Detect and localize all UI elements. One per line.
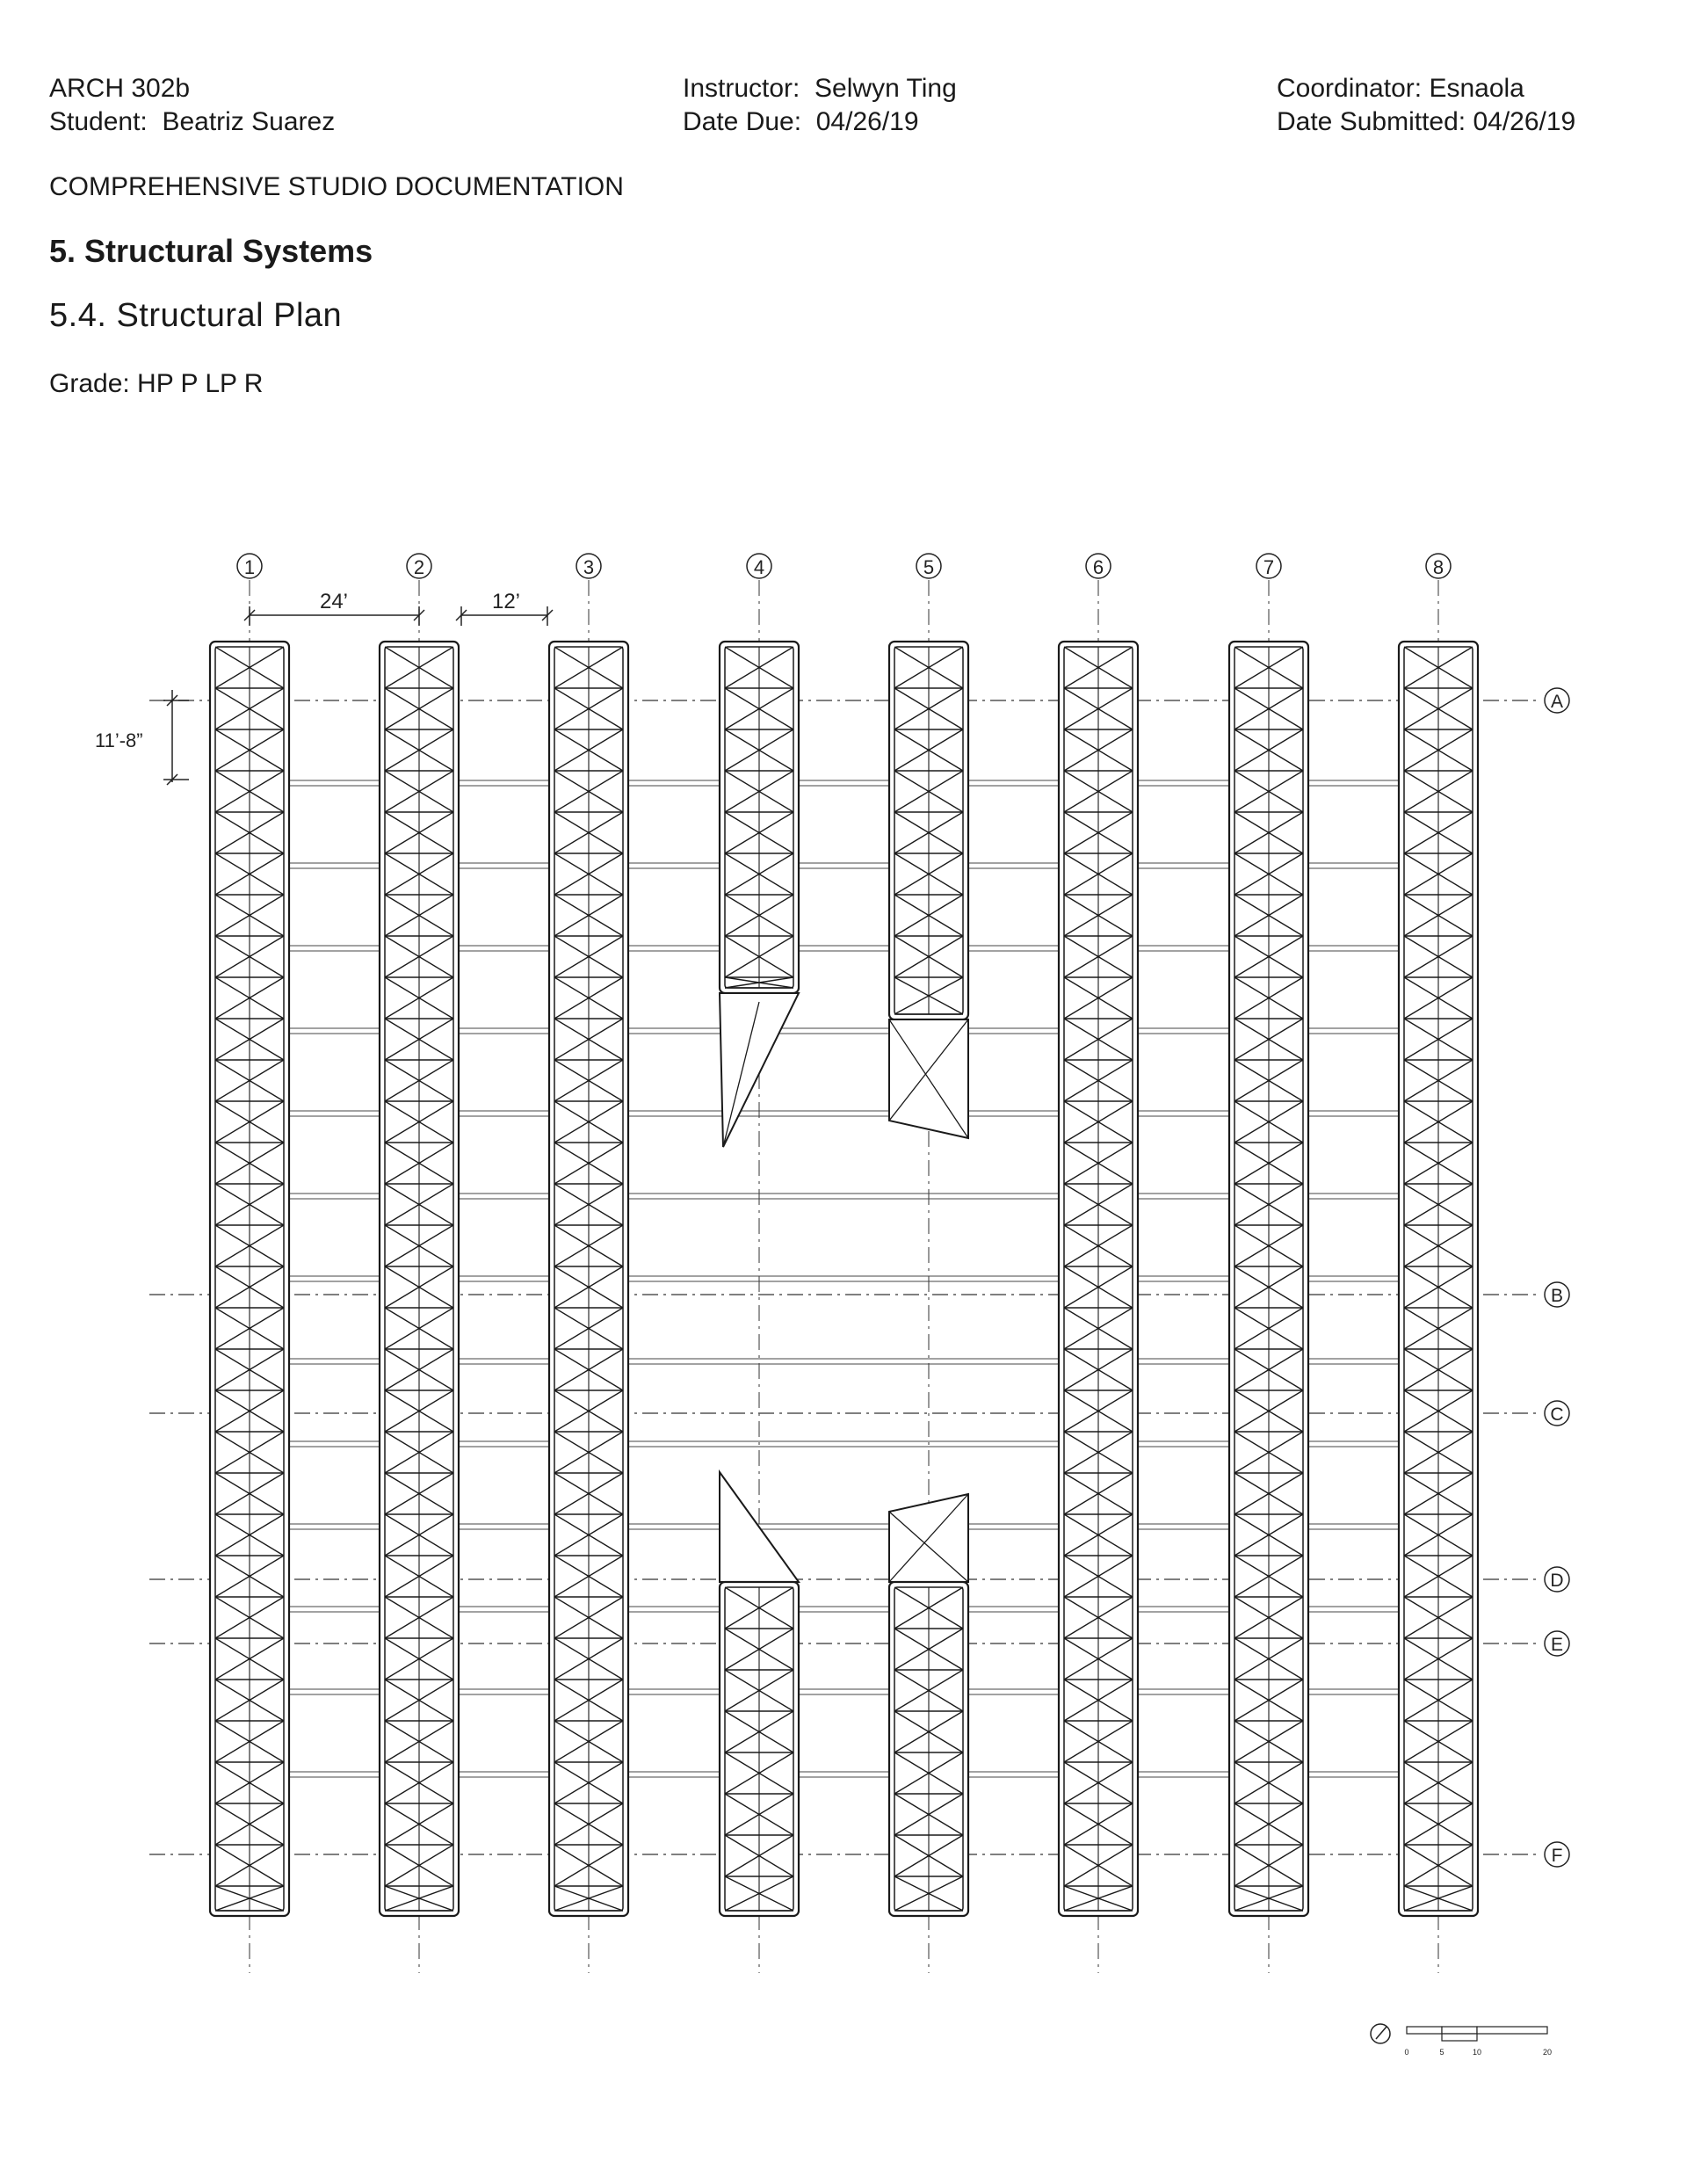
column-grid-label-1: 1 — [243, 556, 256, 578]
truss-6 — [1059, 642, 1138, 1916]
row-grid-bubble-F — [1545, 1842, 1569, 1867]
scale-tick-10: 10 — [1472, 2048, 1482, 2057]
date-due-label: Date Due: — [683, 107, 802, 136]
row-grid-bubble-C — [1545, 1401, 1569, 1426]
scale-tick-20: 20 — [1542, 2048, 1553, 2057]
row-grid-bubble-D — [1545, 1567, 1569, 1592]
truss-5-upper — [889, 642, 968, 1019]
dimension-grid-spacing-label: 24’ — [319, 590, 349, 613]
column-grid-label-7: 7 — [1263, 556, 1275, 578]
column-grid-label-4: 4 — [753, 556, 765, 578]
instructor-label: Instructor: — [683, 74, 800, 103]
row-grid-bubble-B — [1545, 1282, 1569, 1307]
row-grid-label-D: D — [1550, 1571, 1564, 1591]
scale-tick-0: 0 — [1404, 2048, 1409, 2057]
row-grid-label-A: A — [1550, 692, 1564, 712]
truss-5-lower — [889, 1582, 968, 1916]
coordinator-label: Coordinator: — [1277, 74, 1423, 103]
column-grid-bubble-2 — [407, 554, 431, 578]
row-grid-label-F: F — [1551, 1846, 1563, 1866]
column-grid-bubble-3 — [576, 554, 601, 578]
column-grid-bubble-1 — [237, 554, 262, 578]
dimension-bay-depth-label: 11’-8” — [95, 729, 143, 751]
truss-4-upper — [720, 642, 799, 993]
dimension-grid-spacing — [244, 590, 424, 626]
dimension-truss-width — [456, 590, 553, 626]
column-grid-bubble-8 — [1426, 554, 1451, 578]
section-label: COMPREHENSIVE STUDIO DOCUMENTATION — [49, 172, 624, 201]
dimension-truss-width-label: 12’ — [491, 590, 521, 613]
column-grid-bubble-5 — [916, 554, 941, 578]
student-name: Beatriz Suarez — [162, 107, 336, 136]
column-grid-label-2: 2 — [413, 556, 425, 578]
truss-1 — [210, 642, 289, 1916]
section-title: 5. Structural Systems — [49, 233, 373, 269]
truss-3 — [549, 642, 628, 1916]
instructor-name: Selwyn Ting — [815, 74, 957, 103]
column-grid-label-5: 5 — [923, 556, 935, 578]
row-grid-label-E: E — [1550, 1635, 1564, 1655]
scale-bar — [1404, 2027, 1552, 2057]
row-grid-label-B: B — [1550, 1286, 1564, 1306]
course-code: ARCH 302b — [49, 74, 191, 103]
north-arrow-icon — [1371, 2024, 1390, 2043]
date-due-value: 04/26/19 — [815, 107, 919, 136]
column-grid-label-3: 3 — [583, 556, 595, 578]
coordinator-name: Esnaola — [1429, 74, 1524, 103]
student-label: Student: — [49, 107, 148, 136]
subsection-title: 5.4. Structural Plan — [49, 297, 343, 334]
column-grid-bubble-6 — [1086, 554, 1111, 578]
date-submitted-value: 04/26/19 — [1473, 107, 1576, 136]
column-grid-label-6: 6 — [1092, 556, 1104, 578]
truss-2 — [380, 642, 459, 1916]
row-grid-bubble-A — [1545, 688, 1569, 713]
trusses — [210, 642, 1478, 1916]
row-grid-bubble-E — [1545, 1631, 1569, 1656]
truss-7 — [1229, 642, 1308, 1916]
column-grid-label-8: 8 — [1432, 556, 1444, 578]
truss-4-lower — [720, 1582, 799, 1916]
row-grid-label-C: C — [1550, 1404, 1564, 1425]
column-grid-bubble-7 — [1256, 554, 1281, 578]
column-grid-bubble-4 — [747, 554, 771, 578]
grade-line: Grade: HP P LP R — [49, 369, 264, 398]
scale-tick-5: 5 — [1439, 2048, 1444, 2057]
truss-8 — [1399, 642, 1478, 1916]
date-submitted-label: Date Submitted: — [1277, 107, 1466, 136]
dimension-bay-depth — [95, 690, 189, 785]
